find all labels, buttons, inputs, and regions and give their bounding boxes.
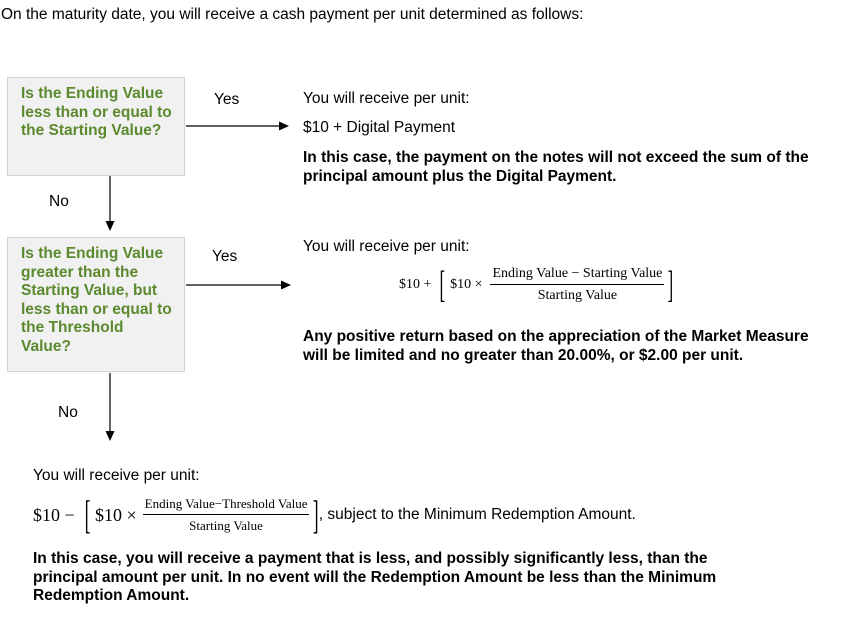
- result-1-note: In this case, the payment on the notes will not exceed the sum of the principal amount plus the Digital Payment.: [303, 149, 809, 185]
- formula-2-prefix: $10 +: [399, 277, 432, 292]
- yes-label-1: Yes: [214, 91, 240, 108]
- formula-2-inner: $10 ×: [450, 277, 483, 292]
- arrowhead-no-2: [106, 431, 115, 441]
- result-3-formula: [33, 493, 636, 537]
- formula-2-fraction: [490, 266, 664, 304]
- result-2-note: Any positive return based on the appreciation of the Market Measure will be limited and no greater than 20.00%, or $2.00 per unit.: [303, 328, 809, 364]
- arrowhead-yes-2: [281, 281, 291, 290]
- arrowhead-no-1: [106, 221, 115, 231]
- formula-3-prefix: $10 −: [33, 504, 75, 525]
- formula-2-denominator: Starting Value: [537, 288, 618, 303]
- result-3-intro: You will receive per unit:: [33, 467, 200, 484]
- result-2-formula: [399, 263, 677, 307]
- result-1-intro: You will receive per unit:: [303, 90, 470, 107]
- formula-3-fraction: [143, 496, 310, 534]
- result-2-intro: You will receive per unit:: [303, 238, 470, 255]
- formula-3-numerator: Ending Value−Threshold Value: [143, 496, 310, 515]
- arrowhead-yes-1: [279, 122, 289, 131]
- result-1-formula: $10 + Digital Payment: [303, 119, 456, 136]
- formula-3-open-bracket: [: [84, 492, 91, 537]
- question-box-1: [7, 77, 185, 176]
- yes-label-2: Yes: [212, 248, 238, 265]
- formula-3-denominator: Starting Value: [189, 518, 263, 533]
- formula-3-inner: $10 ×: [94, 504, 137, 525]
- formula-2-numerator: Ending Value − Starting Value: [490, 266, 664, 285]
- no-label-1: No: [49, 193, 69, 210]
- formula-2-close-bracket: ]: [667, 264, 674, 306]
- question-1-text: Is the Ending Value less than or equal to the Starting Value?: [21, 85, 172, 139]
- question-2-text: Is the Ending Value greater than the Starting Value, but less than or equal to the Threshold Value?: [21, 245, 172, 355]
- question-box-2: [7, 237, 185, 372]
- intro-text: On the maturity date, you will receive a cash payment per unit determined as follows:: [1, 6, 584, 23]
- no-label-2: No: [58, 404, 78, 421]
- result-3-note: In this case, you will receive a payment that is less, and possibly significantly less, than the principal amount per unit. In no event will the Redemption Amount be less than the Minimum Redemption Amount.: [33, 550, 717, 604]
- formula-3-suffix: , subject to the Minimum Redemption Amount.: [318, 506, 636, 523]
- formula-2-open-bracket: [: [439, 264, 446, 306]
- formula-3-close-bracket: ]: [313, 492, 320, 537]
